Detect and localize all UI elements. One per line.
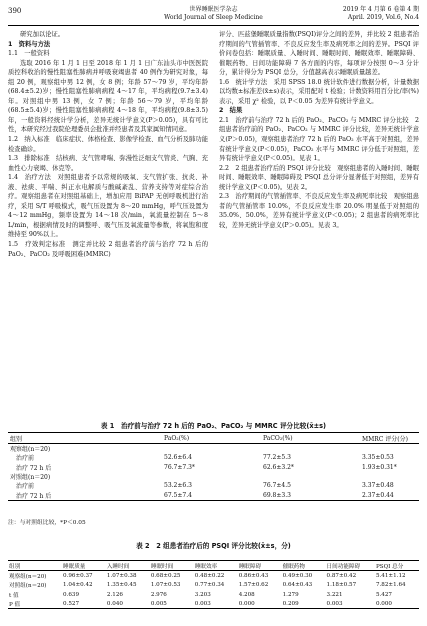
table-cell (261, 444, 360, 454)
table-cell: 4.208 (238, 591, 255, 598)
table-cell: 3.221 (326, 591, 343, 598)
paragraph: 1.3 排除标准 结核病、支气管哮喘、弥漫性泛细支气管炎、气胸、充血性心力衰竭、休克等。 (8, 155, 208, 172)
table-row (8, 472, 419, 481)
paragraph: 研究加以论证。 (20, 31, 65, 38)
table-cell: 1.04±0.42 (63, 582, 93, 589)
table-cell: 0.64±0.43 (282, 582, 313, 589)
table-cell (261, 472, 360, 481)
table-cell: 0.209 (282, 600, 299, 607)
table-cell: 1.07±0.38 (106, 572, 137, 579)
table-cell: 76.7±4.5 (263, 482, 291, 490)
table-cell (360, 444, 419, 454)
table-cell: 0.639 (63, 591, 80, 598)
table-cell: 0.040 (106, 600, 123, 607)
subsection-label: 1.1 一般资料 (8, 50, 50, 58)
table-header: 入睡时间 (106, 563, 130, 570)
table-cell: 0.003 (194, 600, 211, 607)
table-cell: 67.5±7.4 (164, 491, 192, 499)
table-cell: 0.000 (238, 600, 255, 607)
table-cell: 0.005 (150, 600, 167, 607)
table-header: PSQI 总分 (375, 563, 404, 570)
table-cell: 0.87±0.42 (326, 572, 357, 579)
paragraph: 2.1 治疗前与治疗 72 h 后的 PaO₂、PaCO₂ 与 MMRC 评分比较 2 组患者治疗前的 PaO₂、PaCO₂ 与 MMRC 评分比较，差异无统计学意义(P＞0.05)，观察组患者治疗 72 h 后的 PaO₂ 水平高于对照组，差异有统计学意义(P＜0.05)，PaCO₂ 水平与 MMRC 评分低于对照组，差异有统计学意义(P＜0.05)。见表 1。 (219, 116, 419, 163)
paragraph: 选取 2016 年 1 月 1 日至 2018 年 1 月 1 日广东汕头市中医医院质控科收治的慢性阻塞性肺病并呼吸衰竭患者 40 例作为研究对象，每组 20 例，观察组中男 12 例，女 8 例；年龄 57～79 岁，平均年龄(68.4±5.2)岁；慢性阻塞性肺病病程 4～17 年，平均病程(9.7±3.4)年。对照组中男 13 例，女 7 例；年龄 56～79 岁，平均年龄(68.5±5.4)岁；慢性阻塞性肺病病程 4～18 年，平均病程(9.8±3.5)年，一般资料经统计学分析，差异无统计学意义(P＞0.05)，具有可比性，本研究经过我院伦理委员会批准并经患者及其家属知情同意。 (8, 59, 208, 134)
table-header: 催眠药物 (282, 563, 305, 570)
table-cell: 1.57±0.62 (238, 582, 269, 589)
table-row (8, 599, 419, 609)
table2-caption: 表 2 2 组患者治疗后的 PSQI 评分比较(x̄±s，分) (136, 542, 291, 550)
table-cell (162, 472, 261, 481)
table-cell: 3.203 (194, 591, 211, 598)
table-row (8, 444, 419, 454)
paragraph: 1.4 治疗方法 对照组患者予以常规的吸氧、支气管扩张、抗炎、补液、祛痰、平喘、纠正水电解质与酸碱紊乱、营养支持等对症综合治疗。观察组患者在对照组基础上，增加应用 BiPAP 无创呼吸机进行治疗，采用 S/T 呼吸模式，吸气压设置为 8～20 mmHg，呼气压设置为 4～12 mmHg，频率设置为 14～18 次/min，氧流量控制在 5～8 L/min，根据病情及时的调整呼、吸气压及氧流量等参数，将氧饱和度维持至 90%以上。 (8, 174, 208, 239)
table-cell: 0.003 (326, 600, 343, 607)
table-cell: 1.07±0.53 (150, 582, 181, 589)
table-cell: 2.976 (150, 591, 167, 598)
paragraph: 2.2 2 组患者治疗后的 PSQI 评分比较 观察组患者的入睡时间、睡眠时间、睡眠效率、睡眠障碍及 PSQI 总分评分显著低于对照组，差异有统计学意义(P＜0.05)。见表 2。 (219, 164, 419, 191)
paragraph: 1.5 疗效判定标准 测定并比较 2 组患者治疗前与治疗 72 h 后的 PaO₂、PaCO₂ 及呼吸困难(MMRC) (8, 241, 208, 258)
paragraph: 2.3 治疗期间的气管插管率、不良反应发生率及病死率比较 观察组患者的气管插管率 10.0%，不良反应发生率 20.0% 明显低于对照组的 35.0%、50.0%，差异有统计学意义(P＜0.05)；2 组患者的病死率比较，差异无统计学意义(P＞0.05)。见表 3。 (219, 193, 419, 229)
table-cell: 0.68±0.25 (150, 572, 181, 579)
table-cell: 治疗 72 h 后 (10, 464, 52, 472)
table-cell: 2.37±0.44 (362, 491, 394, 499)
table-cell (162, 444, 261, 454)
table-header: 睡眠障碍 (238, 563, 262, 570)
table1-caption: 表 1 治疗前与治疗 72 h 后的 PaO₂、PaCO₂ 与 MMRC 评分比较(x̄±s) (100, 422, 327, 430)
section-heading: 1 资料与方法 (8, 40, 51, 48)
table-cell: 0.527 (63, 600, 80, 607)
table-cell: 治疗前 (10, 483, 35, 491)
table-header: 组别 (9, 563, 21, 570)
paragraph: 1.2 纳入标准 临床症状、体格检查、影像学检查、血气分析及肺功能检查确诊。 (8, 136, 208, 153)
table-cell: 5.41±1.12 (375, 572, 406, 579)
table-row (8, 571, 419, 581)
table-cell: 3.37±0.48 (362, 482, 394, 490)
table-header: 睡眠时间 (150, 563, 174, 570)
table-header: 组别 (10, 435, 23, 443)
table-row (8, 590, 419, 599)
table-cell: 对照组(n＝20) (9, 583, 47, 590)
right-column (219, 30, 419, 230)
paragraph: 1.6 统计学方法 采用 SPSS 18.0 统计软件进行数据分析，计量数据以均数±标准差(x̄±s)表示，采用配对 t 检验；计数资料用百分比/率(%)表示，采用 χ² 检验，以 P＜0.05 为差异有统计学意义。 (219, 78, 419, 105)
left-column (8, 30, 208, 259)
table-cell: 0.000 (375, 600, 392, 607)
table-cell: 62.6±3.2* (263, 463, 294, 471)
table-cell: 2.126 (106, 591, 123, 598)
table-cell: 7.82±1.64 (375, 582, 406, 589)
journal-title-cn: 世界睡眠医学杂志 (189, 6, 238, 13)
table-cell: 观察组(n＝20) (9, 573, 47, 580)
journal-title-en: World Journal of Sleep Medicine (164, 14, 263, 21)
table-cell: 53.2±6.3 (164, 482, 192, 490)
page-number: 390 (8, 7, 22, 15)
section-heading: 2 结果 (219, 107, 243, 115)
table-cell (360, 472, 419, 481)
table-cell: 3.35±0.53 (362, 454, 394, 462)
table1 (8, 432, 419, 501)
page-header (8, 5, 419, 26)
table-cell: 0.48±0.22 (194, 572, 225, 579)
table-cell: 77.2±5.3 (263, 454, 291, 462)
table-cell: 治疗 72 h 后 (10, 492, 52, 500)
table-cell: 1.18±0.57 (326, 582, 357, 589)
table-header: 日间功能障碍 (326, 563, 361, 570)
table-header: MMRC 评分(分) (362, 435, 408, 443)
table-cell: 1.93±0.31* (362, 463, 397, 471)
table-cell: 1.35±0.45 (106, 582, 137, 589)
table-cell: 52.6±6.4 (164, 454, 192, 462)
table-cell: 76.7±7.3* (164, 463, 195, 471)
table-cell: 0.96±0.37 (63, 572, 93, 579)
issue-cn: 2019 年 4 月第 6 卷第 4 期 (342, 6, 419, 13)
table-cell: P 值 (9, 601, 21, 608)
table-cell: t 值 (9, 592, 19, 599)
table-cell: 0.77±0.34 (194, 582, 225, 589)
table-header: PaCO₂(%) (263, 434, 293, 442)
table-row (8, 463, 419, 472)
table-cell: 69.8±3.3 (263, 491, 291, 499)
table-header: PaO₂(%) (164, 434, 190, 442)
table-cell: 观察组(n＝20) (10, 446, 51, 454)
table-cell: 治疗前 (10, 455, 35, 463)
table1-note: 注：与对照组比较，*P＜0.05 (8, 520, 86, 526)
paragraph: 评分、匹兹堡睡眠质量指数(PSQI)评分之间的差异，并比较 2 组患者治疗期间的气管插管率、不良反应发生率及病死率之间的差异。PSQI 评价问卷包括：睡眠质量、入睡时间、睡眠时间、睡眠效率、睡眠障碍、催眠药物、日间功能障碍 7 各方面的内容，每项评分按照 0～3 分计分，累计得分为 PSQI 总分，分值越高表示睡眠质量越差。 (219, 31, 419, 77)
table-cell: 5.427 (375, 591, 392, 598)
table2 (8, 560, 419, 609)
table-row (8, 481, 419, 490)
table-row (8, 581, 419, 590)
table-header: 睡眠质量 (63, 563, 86, 570)
issue-en: April. 2019, Vol.6, No.4 (347, 14, 419, 21)
table-cell: 0.49±0.30 (282, 572, 313, 579)
table-row (8, 453, 419, 462)
table-cell: 1.279 (282, 591, 299, 598)
table-row (8, 490, 419, 500)
table-cell: 对照组(n＝20) (10, 474, 51, 482)
table-cell: 0.86±0.43 (238, 572, 269, 579)
table-header: 睡眠效率 (194, 563, 218, 570)
